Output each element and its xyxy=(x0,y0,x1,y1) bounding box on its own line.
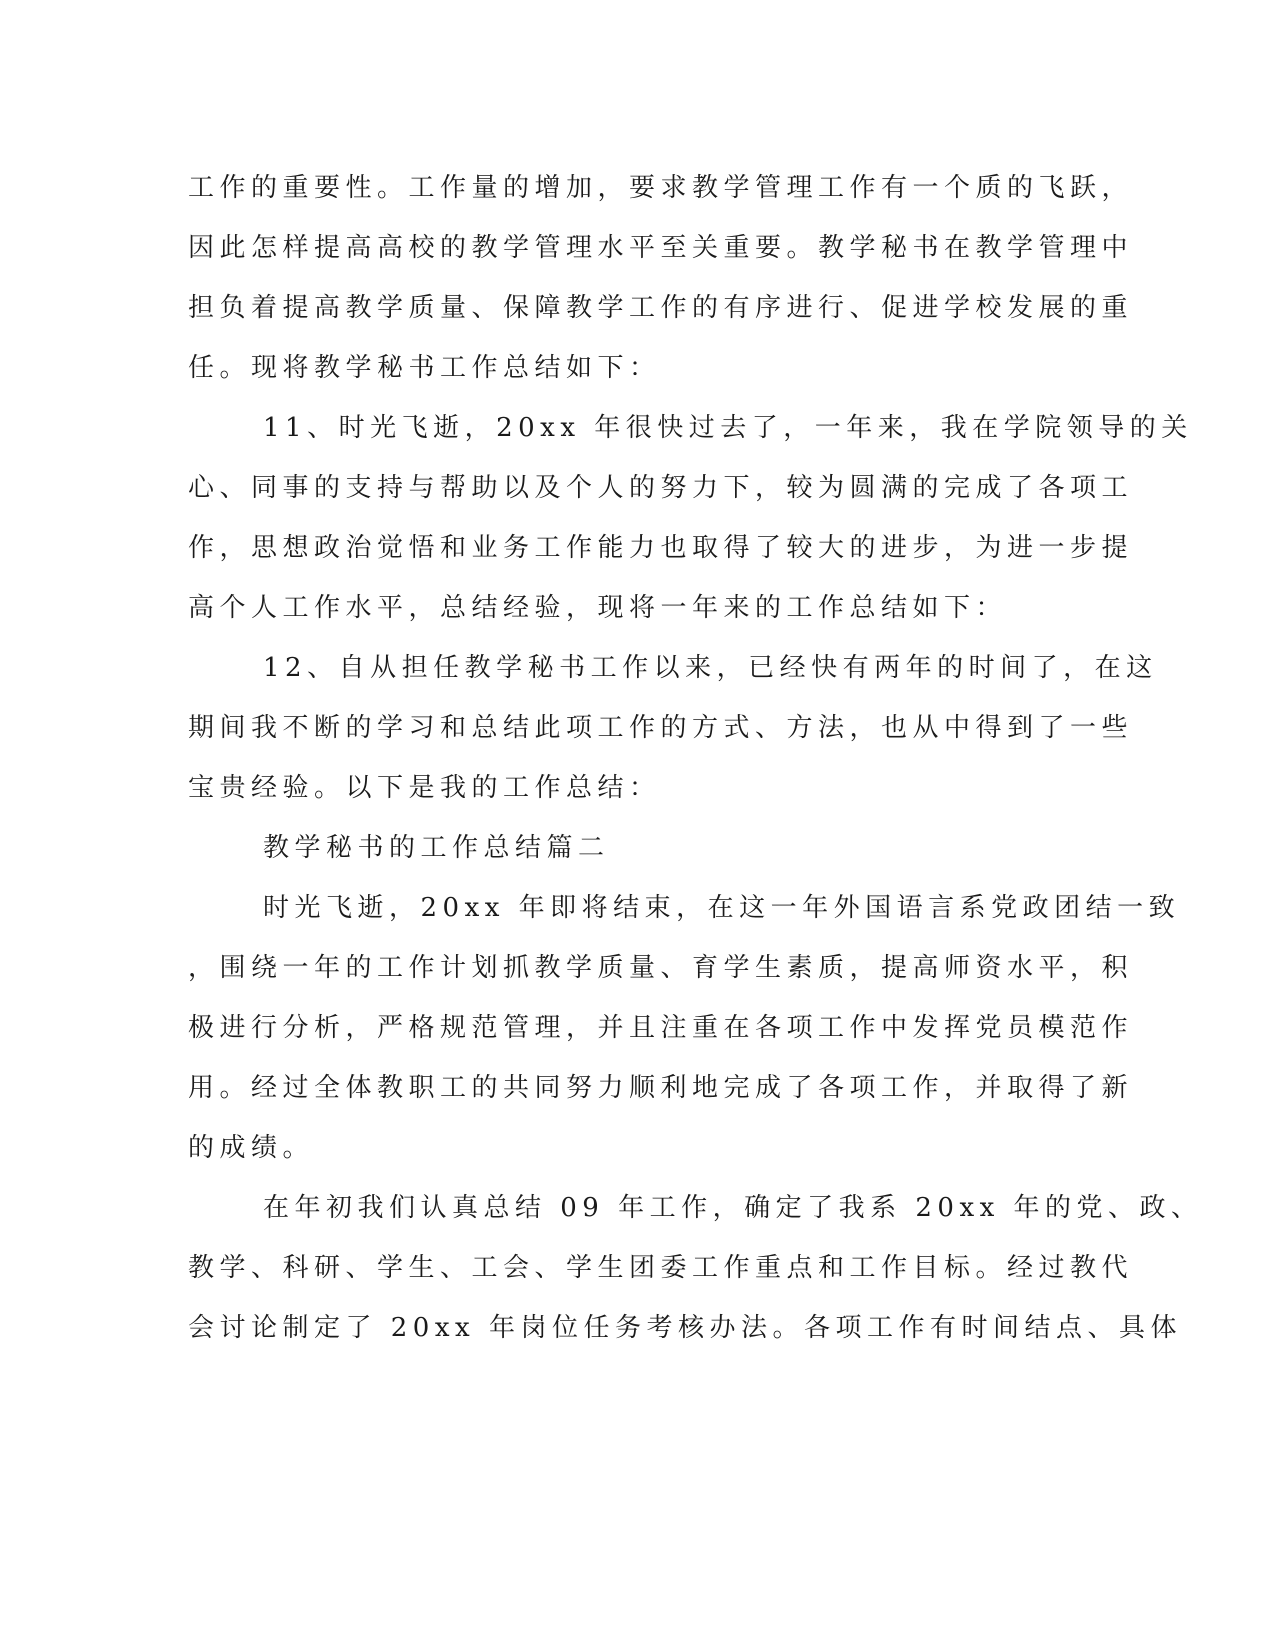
text-line: 极进行分析，严格规范管理，并且注重在各项工作中发挥党员模范作 xyxy=(188,1013,1134,1043)
document-body xyxy=(188,158,1203,1358)
text-line: 高个人工作水平，总结经验，现将一年来的工作总结如下： xyxy=(188,593,1008,623)
text-line: 时光飞逝，20xx 年即将结束，在这一年外国语言系党政团结一致 xyxy=(263,893,1181,923)
text-line: 教学、科研、学生、工会、学生团委工作重点和工作目标。经过教代 xyxy=(188,1253,1134,1283)
text-line: 会讨论制定了 20xx 年岗位任务考核办法。各项工作有时间结点、具体 xyxy=(188,1313,1182,1343)
text-line: 11、时光飞逝，20xx 年很快过去了，一年来，我在学院领导的关 xyxy=(263,413,1193,443)
text-line: 宝贵经验。以下是我的工作总结： xyxy=(188,773,661,803)
text-line: 用。经过全体教职工的共同努力顺利地完成了各项工作，并取得了新 xyxy=(188,1073,1134,1103)
text-line: ，围绕一年的工作计划抓教学质量、育学生素质，提高师资水平，积 xyxy=(188,953,1134,983)
text-line: 期间我不断的学习和总结此项工作的方式、方法，也从中得到了一些 xyxy=(188,713,1134,743)
text-line: 工作的重要性。工作量的增加，要求教学管理工作有一个质的飞跃， xyxy=(188,173,1134,203)
text-line: 12、自从担任教学秘书工作以来，已经快有两年的时间了，在这 xyxy=(263,653,1158,683)
text-line: 心、同事的支持与帮助以及个人的努力下，较为圆满的完成了各项工 xyxy=(188,473,1134,503)
text-line: 的成绩。 xyxy=(188,1133,315,1163)
text-line: 作，思想政治觉悟和业务工作能力也取得了较大的进步，为进一步提 xyxy=(188,533,1134,563)
text-line: 因此怎样提高高校的教学管理水平至关重要。教学秘书在教学管理中 xyxy=(188,233,1134,263)
text-line: 在年初我们认真总结 09 年工作，确定了我系 20xx 年的党、政、 xyxy=(263,1193,1203,1223)
text-line: 任。现将教学秘书工作总结如下： xyxy=(188,353,661,383)
section-heading: 教学秘书的工作总结篇二 xyxy=(263,833,610,863)
text-line: 担负着提高教学质量、保障教学工作的有序进行、促进学校发展的重 xyxy=(188,293,1134,323)
